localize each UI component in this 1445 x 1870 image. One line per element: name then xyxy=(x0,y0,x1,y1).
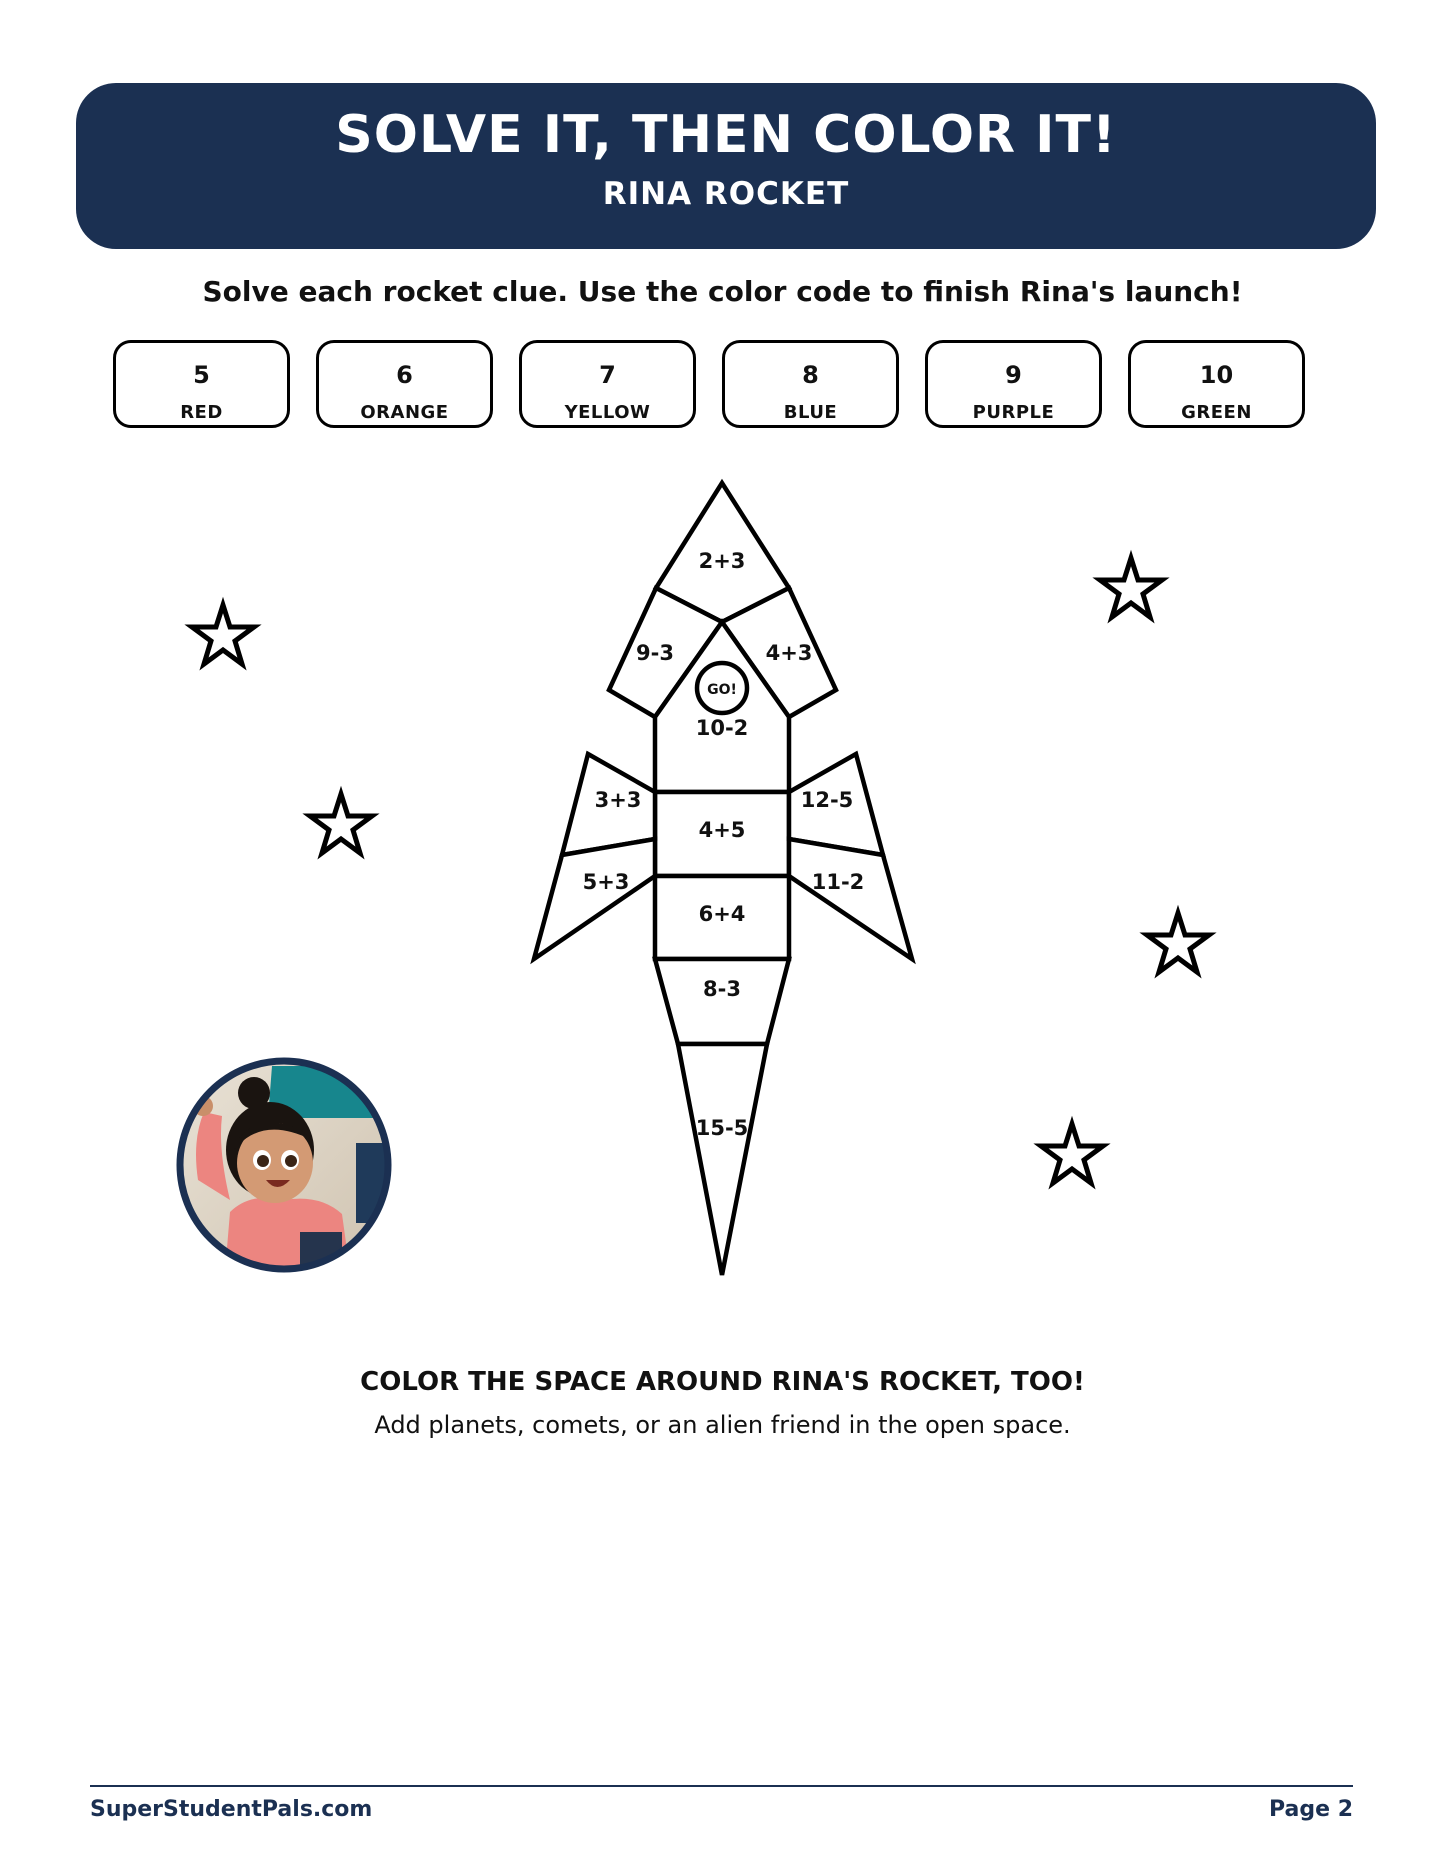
instructions-text: Solve each rocket clue. Use the color code to finish Rina's launch! xyxy=(202,275,1243,308)
footer-divider xyxy=(90,1785,1353,1787)
code-number: 6 xyxy=(396,361,413,389)
star-icon xyxy=(1100,558,1162,617)
rocket-label: 6+4 xyxy=(698,902,746,926)
footer-page-number: Page 2 xyxy=(1268,1797,1353,1822)
rocket-label: 5+3 xyxy=(582,870,630,894)
rocket-label: 8-3 xyxy=(703,977,741,1001)
rocket-label: 4+3 xyxy=(765,641,813,665)
code-number: 9 xyxy=(1005,361,1022,389)
rocket-label: 4+5 xyxy=(698,818,746,842)
code-number: 8 xyxy=(802,361,819,389)
rocket-label: 12-5 xyxy=(800,788,854,812)
rocket-label: 3+3 xyxy=(594,788,642,812)
rocket-tail-top-region[interactable] xyxy=(655,959,789,1044)
star-icon xyxy=(310,794,372,853)
bottom-note-subtitle: Add planets, comets, or an alien friend in the open space. xyxy=(374,1411,1071,1439)
code-number: 5 xyxy=(193,361,210,389)
bottom-note-title: COLOR THE SPACE AROUND RINA'S ROCKET, TOO! xyxy=(360,1367,1085,1397)
rocket-right-fin-bottom-region[interactable] xyxy=(789,839,912,959)
star-icon xyxy=(1147,913,1209,972)
rocket-label: 9-3 xyxy=(636,641,674,665)
worksheet-subtitle: RINA ROCKET xyxy=(602,176,850,212)
rocket-label: 10-2 xyxy=(695,716,749,740)
rocket-left-fin-bottom-region[interactable] xyxy=(534,839,655,959)
star-icon xyxy=(1041,1124,1103,1183)
rocket-tail-flame-region[interactable] xyxy=(678,1044,767,1275)
rina-avatar xyxy=(178,1060,392,1272)
rocket-label: 15-5 xyxy=(695,1116,749,1140)
code-number: 7 xyxy=(599,361,616,389)
star-icon xyxy=(192,605,254,664)
worksheet-title: SOLVE IT, THEN COLOR IT! xyxy=(335,105,1117,165)
footer-site: SuperStudentPals.com xyxy=(90,1797,373,1822)
code-number: 10 xyxy=(1199,361,1234,389)
rocket-label: 2+3 xyxy=(698,549,746,573)
rocket-window-label: GO! xyxy=(707,682,737,698)
code-color: RED xyxy=(180,402,223,423)
code-color: YELLOW xyxy=(564,402,651,423)
code-color: BLUE xyxy=(783,402,838,423)
code-color: GREEN xyxy=(1181,402,1252,423)
code-color: PURPLE xyxy=(972,402,1055,423)
code-color: ORANGE xyxy=(360,402,449,423)
rocket-label: 11-2 xyxy=(811,870,865,894)
